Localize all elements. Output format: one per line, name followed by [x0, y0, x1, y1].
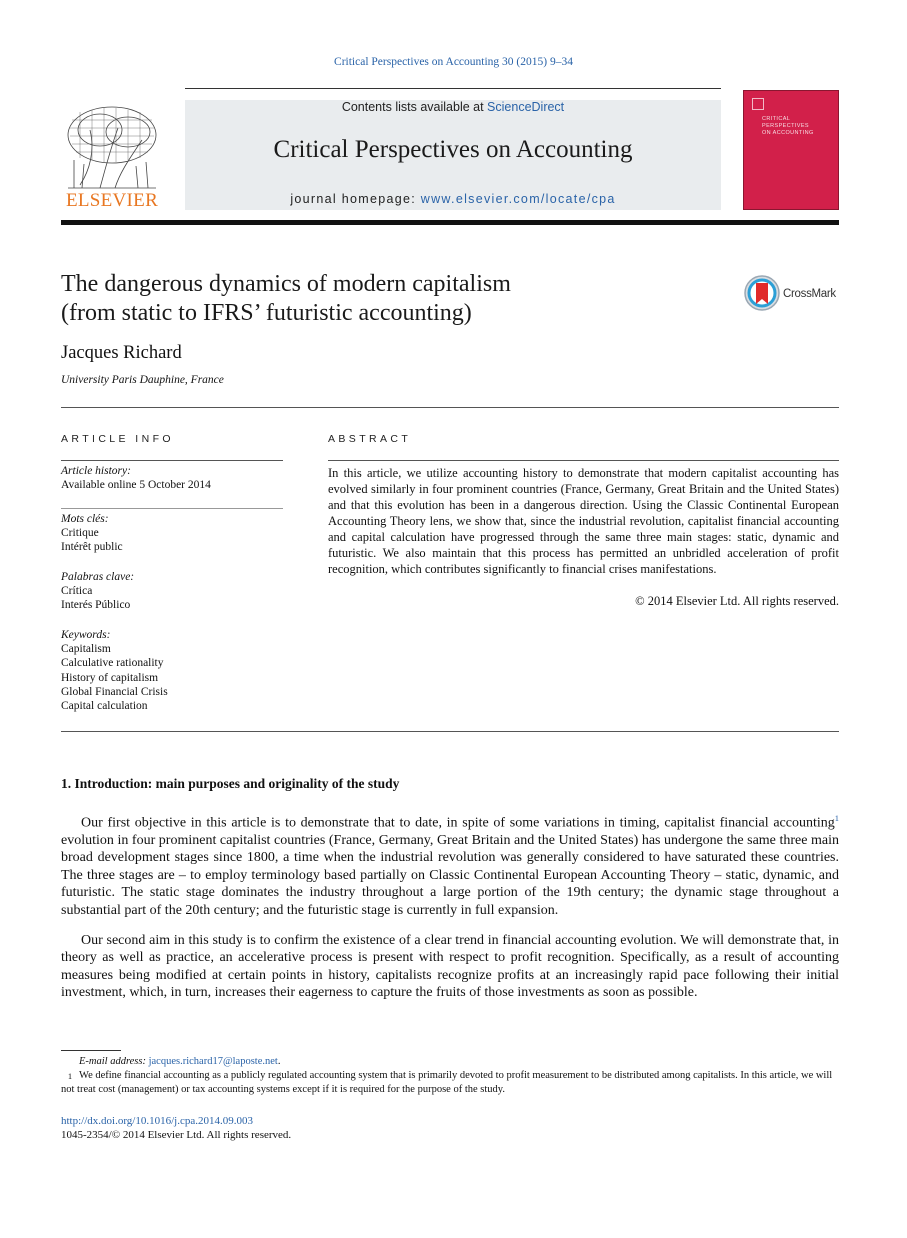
header-divider [185, 88, 721, 89]
email-link[interactable]: jacques.richard17@laposte.net [148, 1056, 278, 1067]
sciencedirect-link[interactable]: ScienceDirect [487, 100, 565, 114]
keyword-item: Capital calculation [61, 700, 148, 713]
article-info-divider [61, 460, 283, 461]
section-heading: 1. Introduction: main purposes and originality of the study [61, 776, 400, 791]
title-divider [61, 407, 839, 408]
keywords-label: Keywords: [61, 629, 111, 641]
keyword-item: Global Financial Crisis [61, 685, 168, 698]
keyword-item: History of capitalism [61, 671, 159, 684]
journal-citation[interactable]: Critical Perspectives on Accounting 30 (2015) 9–34 [334, 56, 573, 68]
footnote-1 [61, 1069, 839, 1097]
cover-emblem-icon [752, 98, 764, 110]
crossmark-icon[interactable] [743, 274, 781, 312]
keyword-item: Interés Público [61, 599, 131, 612]
body-paragraph-1 [61, 810, 839, 919]
keywords [61, 628, 283, 713]
email-footnote [79, 1055, 839, 1069]
homepage-link[interactable]: www.elsevier.com/locate/cpa [420, 192, 616, 206]
mots-label: Mots clés: [61, 513, 109, 525]
abstract-divider [328, 460, 839, 461]
cover-title-line: PERSPECTIVES [762, 123, 809, 129]
body-paragraph-2: Our second aim in this study is to confirm the existence of a clear trend in financial accounting evolution. We will demonstrate that, in theory as well as practice, an accelerative process is present with respect to profit recognition. Specifically, as a result of accounting measures being modified at certain points in history, capitalists recognize profits at an increasingly rapid pace following their initial investment, which, in turn, increases their eagerness to capture the fruits of those investments as soon as possible. [61, 933, 839, 1001]
contents-prefix: Contents lists available at [341, 100, 488, 114]
palabras-clave [61, 570, 283, 613]
abstract-copyright: © 2014 Elsevier Ltd. All rights reserved. [635, 594, 839, 608]
paragraph-text: evolution in four prominent capitalist countries (France, Germany, Great Britain and the United States) has undergone the same three main broad development stages since 1800, a time when the industrial revolution was generally considered to have saturated these countries. The three stages are – to employ terminology based partially on Classic Continental European Accounting Theory – static, dynamic, and futuristic. The static stage dominates the industry throughout a large portion of the 19th century; the dynamic stage throughout a substantial part of the 20th century; and the futuristic stage is currently in full expansion. [61, 833, 839, 918]
author-name: Jacques Richard [61, 343, 182, 363]
email-end: . [277, 1056, 281, 1067]
homepage-prefix: journal homepage: [290, 192, 421, 206]
keyword-item: Critique [61, 527, 99, 540]
header-rule [61, 220, 839, 225]
elsevier-wordmark: ELSEVIER [65, 190, 159, 211]
footnote-text: We define financial accounting as a publicly regulated accounting system that is primarily devoted to profit measurement to be distributed among capitalists. In this article, we will not treat cost (management) or tax accounting systems except if it is required for the purpose of the study. [61, 1070, 833, 1095]
abstract-heading: ABSTRACT [328, 433, 412, 445]
keyword-item: Capitalism [61, 643, 111, 656]
cover-title [762, 116, 814, 137]
doi-link[interactable]: http://dx.doi.org/10.1016/j.cpa.2014.09.003 [61, 1115, 253, 1127]
email-label: E-mail address: [79, 1056, 149, 1067]
keyword-item: Intérêt public [61, 541, 123, 554]
history-label: Article history: [61, 465, 131, 477]
footnote-number: 1 [67, 1071, 73, 1081]
crossmark-label[interactable]: CrossMark [783, 288, 836, 300]
front-matter-divider [61, 731, 839, 732]
article-info-heading: ARTICLE INFO [61, 433, 174, 445]
history-value: Available online 5 October 2014 [61, 479, 211, 492]
abstract-text: In this article, we utilize accounting history to demonstrate that modern capitalist accounting has evolved similarly in four prominent countries (France, Germany, Great Britain and the United States) and that this evolution has been in a dangerous direction. Using the Classic Continental European Accounting Theory lens, we show that, since the industrial revolution, capitalist financial accounting and capital calculation have progressed through the same three main stages: static, dynamic and futuristic. We also maintain that this process has permitted an unbridled acceleration of profit recognition, which contributes significantly to financial crises manifestations. [328, 466, 839, 576]
cover-title-line: CRITICAL [762, 116, 791, 122]
footnote-divider [61, 1050, 121, 1051]
title-line-1: The dangerous dynamics of modern capitalism [61, 271, 511, 297]
palabras-label: Palabras clave: [61, 571, 135, 583]
title-line-2: (from static to IFRS’ futuristic accounting) [61, 300, 472, 326]
footnote-ref[interactable]: 1 [834, 813, 839, 823]
article-title [61, 270, 701, 328]
article-history [61, 464, 283, 492]
cover-title-line: ON ACCOUNTING [762, 130, 814, 136]
contents-line [185, 100, 721, 114]
paragraph-text: Our first objective in this article is to demonstrate that to date, in spite of some variations in timing, capitalist financial accounting [81, 815, 835, 831]
mots-cles [61, 512, 283, 555]
keyword-item: Crítica [61, 585, 93, 598]
journal-homepage [185, 192, 721, 206]
keyword-item: Calculative rationality [61, 657, 164, 670]
issn-copyright: 1045-2354/© 2014 Elsevier Ltd. All rights reserved. [61, 1129, 292, 1141]
journal-title: Critical Perspectives on Accounting [273, 136, 633, 163]
author-affiliation: University Paris Dauphine, France [61, 374, 224, 386]
history-divider [61, 508, 283, 509]
